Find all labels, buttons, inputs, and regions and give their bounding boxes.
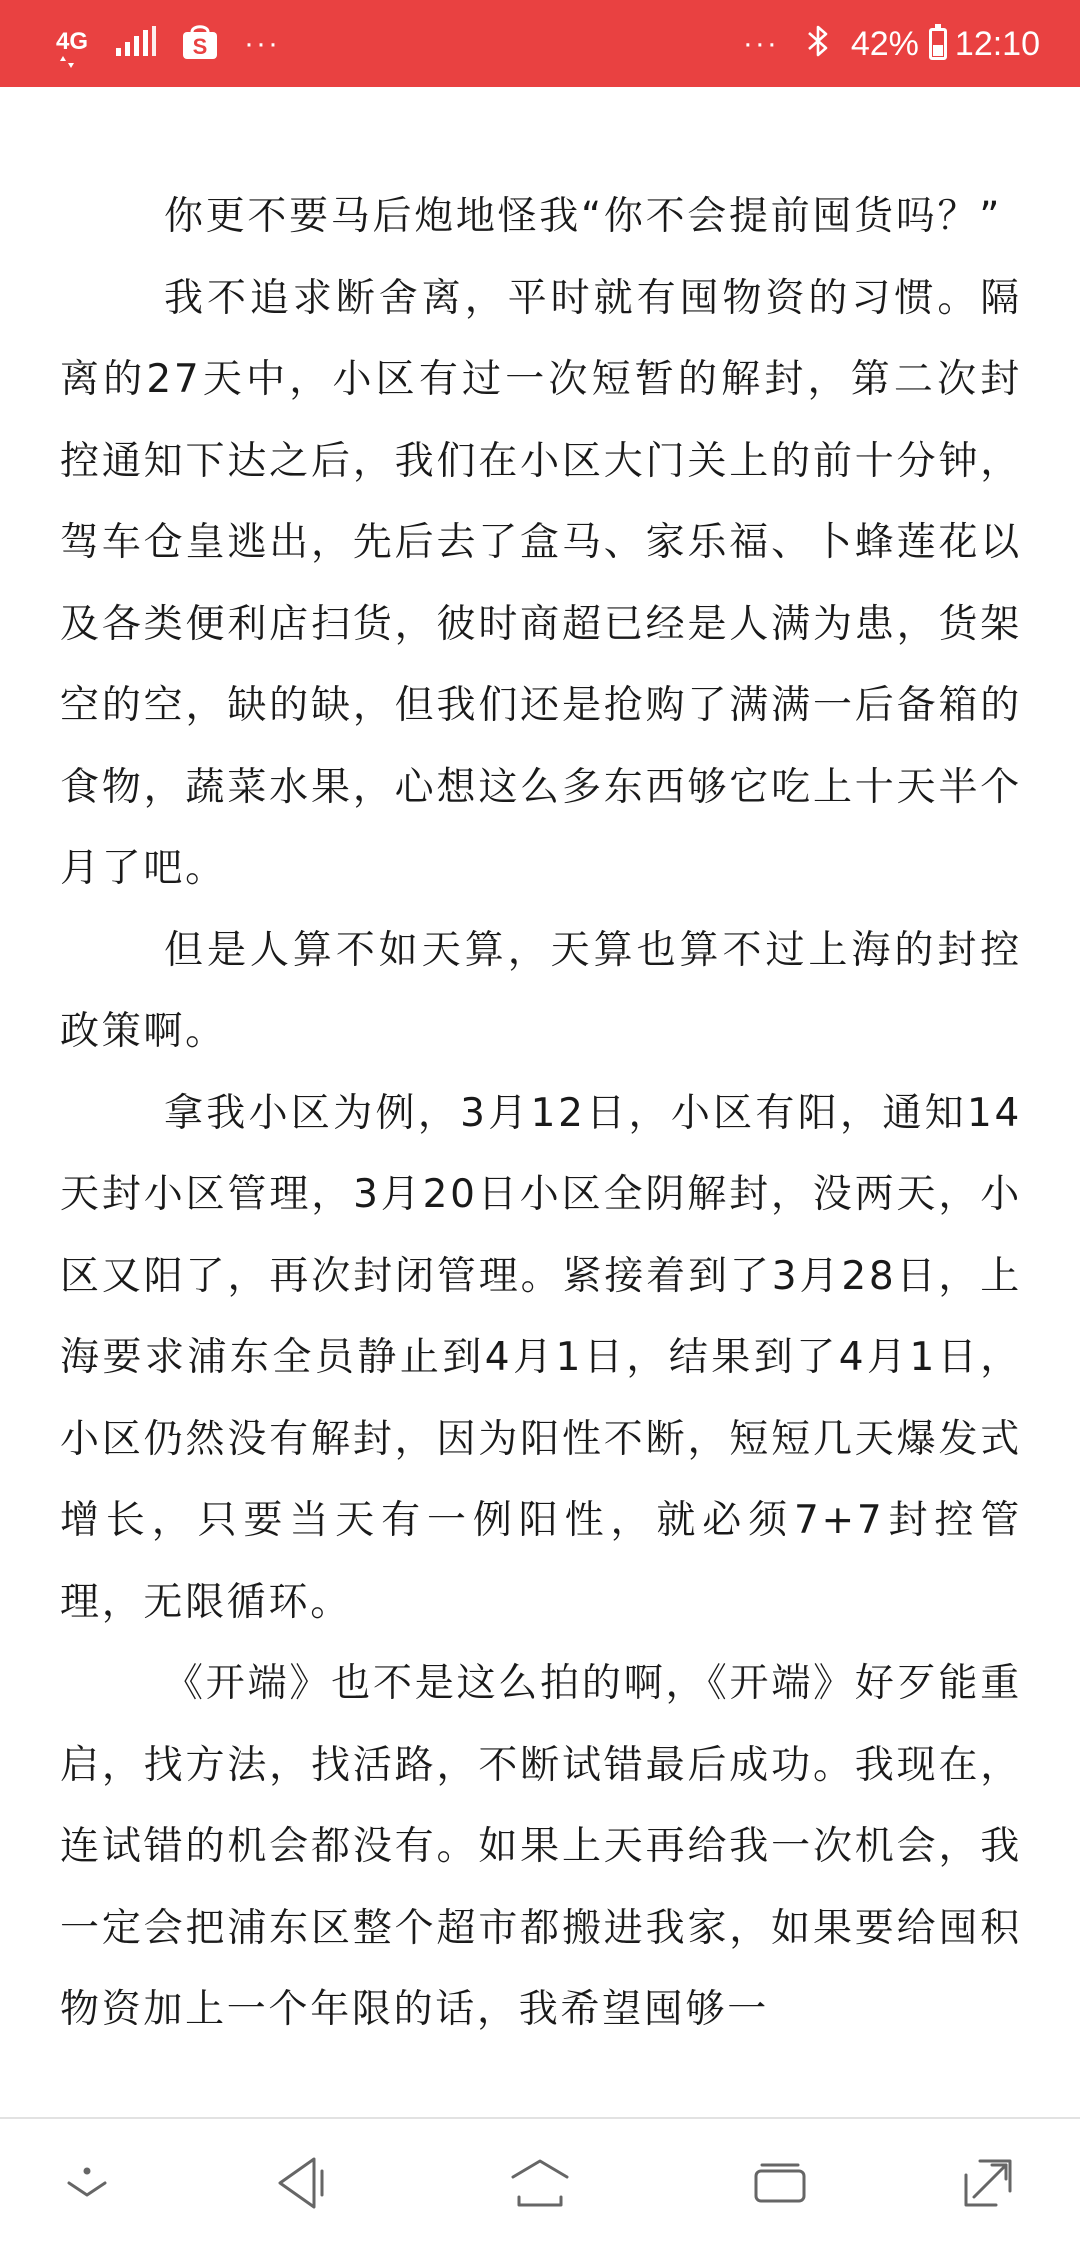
bluetooth-icon: [807, 24, 829, 63]
clock: 12:10: [954, 24, 1040, 63]
data-arrows-icon: [60, 56, 74, 68]
collapse-button[interactable]: [51, 2147, 123, 2219]
network-type-label: 4G: [56, 27, 89, 55]
article-paragraph: 《开端》也不是这么拍的啊，《开端》好歹能重启，找方法，找活路，不断试错最后成功。我现在，连试错的机会都没有。如果上天再给我一次机会，我一定会把浦东区整个超市都搬进我家，如果要给囤积物资加上一个年限的话，我希望囤够一: [60, 1661, 1022, 2032]
more-status-icon: ···: [742, 26, 779, 60]
battery-icon: [929, 28, 947, 60]
article-paragraph: 拿我小区为例，3月12日，小区有阳，通知14天封小区管理，3月20日小区全阴解封，没两天，小区又阳了，再次封闭管理。紧接着到了3月28日，上海要求浦东全员静止到4月1日，结果到了4月1日，小区仍然没有解封，因为阳性不断，短短几天爆发式增长，只要当天有一例阳性，就必须7+7封控管理，无限循环。: [60, 1090, 1022, 1625]
collapse-icon: [65, 2163, 109, 2203]
article-paragraph: 我不追求断舍离，平时就有囤物资的习惯。隔离的27天中，小区有过一次短暂的解封，第二次封控通知下达之后，我们在小区大门关上的前十分钟，驾车仓皇逃出，先后去了盒马、家乐福、卜蜂莲花以及各类便利店扫货，彼时商超已经是人满为患，货架空的空，缺的缺，但我们还是抢购了满满一后备箱的食物，蔬菜水果，心想这么多东西够它吃上十天半个月了吧。: [60, 275, 1022, 891]
expand-icon: [962, 2157, 1014, 2209]
article-body: [60, 176, 1022, 2051]
article-paragraph: 但是人算不如天算，天算也算不过上海的封控政策啊。: [60, 927, 1022, 1054]
home-icon: [509, 2157, 571, 2209]
home-button[interactable]: [504, 2147, 576, 2219]
battery-level: [933, 45, 943, 56]
back-icon: [274, 2155, 326, 2211]
status-bar-right: [743, 0, 1040, 87]
status-bar-left: [56, 0, 280, 87]
status-bar: [0, 0, 1080, 87]
more-notifications-icon: ···: [244, 26, 280, 60]
signal-strength-icon: [116, 26, 156, 61]
recents-button[interactable]: [744, 2147, 816, 2219]
recents-icon: [752, 2159, 808, 2207]
article-paragraph: 你更不要马后炮地怪我“你不会提前囤货吗？”: [164, 194, 1003, 239]
expand-button[interactable]: [952, 2147, 1024, 2219]
shopping-bag-icon: [182, 22, 218, 65]
battery-percent: 42%: [850, 24, 919, 63]
back-button[interactable]: [264, 2147, 336, 2219]
navigation-bar: [0, 2117, 1080, 2246]
svg-text:S: S: [192, 34, 208, 59]
